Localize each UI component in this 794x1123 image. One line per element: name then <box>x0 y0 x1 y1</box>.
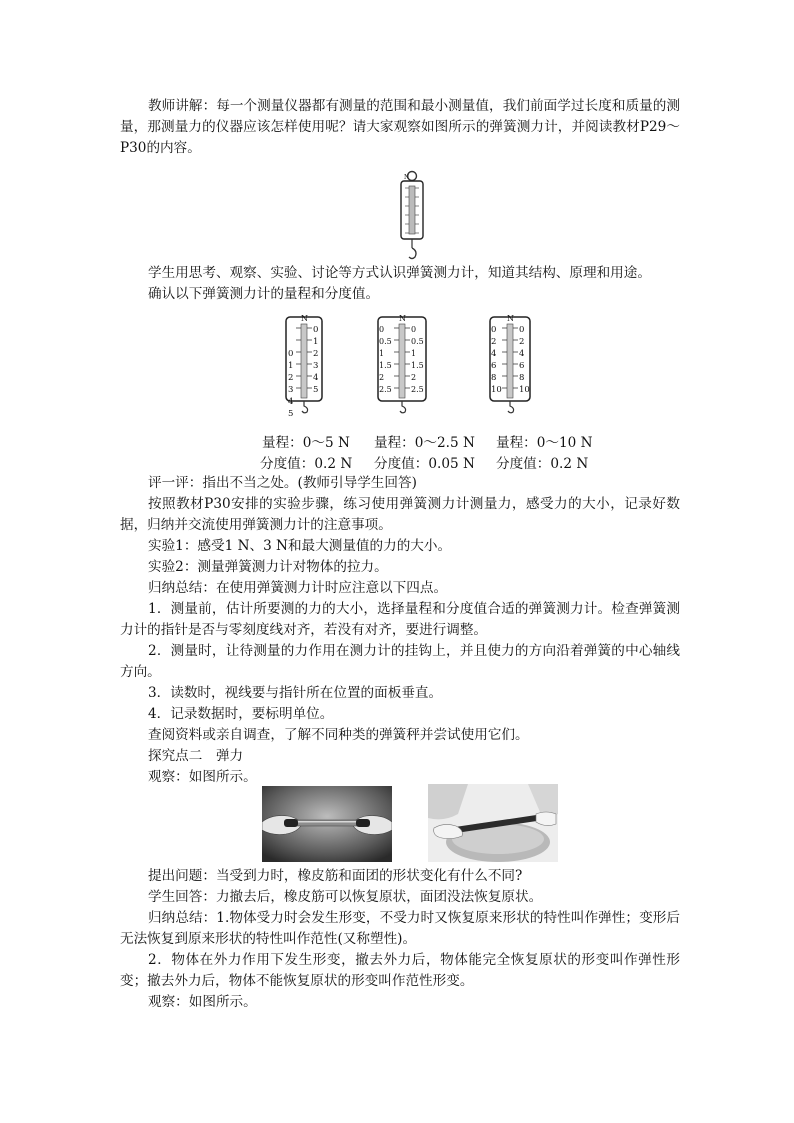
paragraph-observe-1: 观察：如图所示。 <box>148 769 257 785</box>
section-heading-elasticity: 探究点二 弹力 <box>148 748 244 764</box>
scale-right-ticks: 0 2 4 6 8 10 <box>519 325 530 395</box>
scale-left-ticks: 0 1 2 3 4 5 <box>288 349 294 419</box>
scale-range-3: 量程：0～10 N <box>496 435 593 451</box>
paragraph-deformation: 2．物体在外力作用下发生形变，撤去外力后，物体能完全恢复原状的形变叫作弹性形变；撤去外力后，物体不能恢复原状的形变叫作范性形变。 <box>120 952 680 989</box>
paragraph-point-3: 3．读数时，视线要与指针所在位置的面板垂直。 <box>148 685 443 701</box>
paragraph-experiment-2: 实验2：测量弹簧测力计对物体的拉力。 <box>148 559 388 575</box>
paragraph-summary: 归纳总结：在使用弹簧测力计时应注意以下四点。 <box>148 580 448 596</box>
scale-left-ticks: 0 2 4 6 8 10 <box>491 325 502 395</box>
paragraph-review: 评一评：指出不当之处。(教师引导学生回答) <box>148 475 417 491</box>
scale-division-2: 分度值：0.05 N <box>374 456 475 472</box>
scale-unit: N <box>507 314 514 323</box>
paragraph-point-4: 4．记录数据时，要标明单位。 <box>148 706 334 722</box>
paragraph-observe-2: 观察：如图所示。 <box>148 994 257 1010</box>
scale-unit: N <box>301 314 308 323</box>
spring-scale-0-5 <box>284 314 324 418</box>
paragraph-experiment-steps: 按照教材P30安排的实验步骤，练习使用弹簧测力计测量力，感受力的大小，记录好数据，归纳并交流使用弹簧测力计的注意事项。 <box>120 496 680 533</box>
paragraph-student-answer: 学生回答：力撤去后，橡皮筋可以恢复原状，面团没法恢复原状。 <box>148 889 543 905</box>
scale-division-1: 分度值：0.2 N <box>260 456 353 472</box>
scale-left-ticks: 0 0.5 1 1.5 2 2.5 <box>379 325 392 394</box>
scale-range-2: 量程：0～2.5 N <box>374 435 475 451</box>
spring-scale-0-2-5 <box>376 314 428 418</box>
paragraph-point-1: 1．测量前，估计所要测的力的大小，选择量程和分度值合适的弹簧测力计。检查弹簧测力计的指针是否与零刻度线对齐，若没有对齐，要进行调整。 <box>120 601 680 638</box>
paragraph-research: 查阅资料或亲自调查，了解不同种类的弹簧秤并尝试使用它们。 <box>148 727 529 743</box>
rubber-band-photo <box>262 786 392 862</box>
spring-scale-figure <box>392 170 432 262</box>
paragraph-teacher-explain: 教师讲解：每一个测量仪器都有测量的范围和最小测量值，我们前面学过长度和质量的测量，那测量力的仪器应该怎样使用呢？请大家观察如图所示的弹簧测力计，并阅读教材P29～P30的内容。 <box>120 98 680 156</box>
paragraph-confirm-range: 确认以下弹簧测力计的量程和分度值。 <box>148 286 380 302</box>
paragraph-point-2: 2．测量时，让待测量的力作用在测力计的挂钩上，并且使力的方向沿着弹簧的中心轴线方向。 <box>120 643 680 680</box>
paragraph-question: 提出问题：当受到力时，橡皮筋和面团的形状变化有什么不同? <box>148 868 523 884</box>
spring-scale-0-10 <box>488 314 532 418</box>
paragraph-student-learn: 学生用思考、观察、实验、讨论等方式认识弹簧测力计，知道其结构、原理和用途。 <box>148 265 651 281</box>
paragraph-experiment-1: 实验1：感受1 N、3 N和最大测量值的力的大小。 <box>148 538 452 554</box>
scale-range-1: 量程：0～5 N <box>262 435 350 451</box>
paragraph-summary-elasticity: 归纳总结：1.物体受力时会发生形变，不受力时又恢复原来形状的特性叫作弹性；变形后无法恢复到原来形状的特性叫作范性(又称塑性)。 <box>120 910 680 947</box>
top-scale-unit: N <box>404 174 410 181</box>
scale-right-ticks: 0 0.5 1 1.5 2 2.5 <box>411 325 424 394</box>
scale-division-3: 分度值：0.2 N <box>496 456 589 472</box>
scale-right-ticks: 0 1 2 3 4 5 <box>313 325 319 395</box>
scale-unit: N <box>399 314 406 323</box>
dough-photo <box>428 784 558 862</box>
